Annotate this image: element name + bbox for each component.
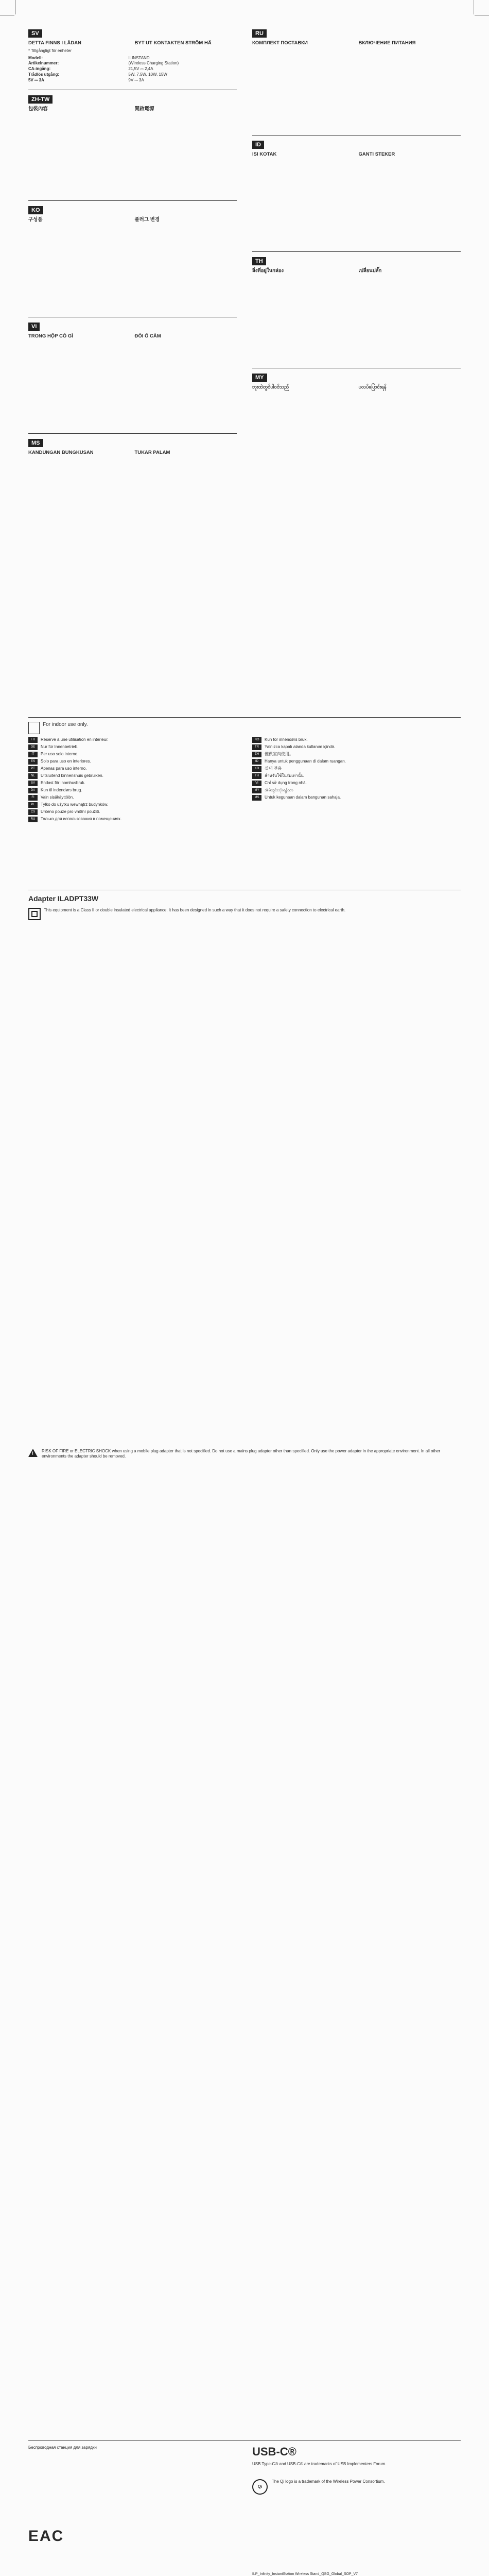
crop-mark xyxy=(475,15,489,16)
lang-block-th xyxy=(252,256,461,275)
indoor-text: Untuk kegunaan dalam bangunan sahaja. xyxy=(265,795,341,800)
indoor-use-section xyxy=(28,711,461,824)
section-heading: ဘူးထဲတွင်ပါဝင်သည် xyxy=(252,384,289,390)
spec-value: 9V ⎓ 3A xyxy=(128,77,144,82)
right-column xyxy=(252,28,461,392)
lang-flag-icon: CS xyxy=(28,809,38,815)
indoor-text: Solo para uso en interiores. xyxy=(41,759,91,764)
indoor-text: Chỉ sử dụng trong nhà. xyxy=(265,781,307,785)
lang-flag-icon: FI xyxy=(28,795,38,801)
section-heading: TUKAR PALAM xyxy=(134,450,170,456)
lang-block-ms xyxy=(28,438,237,457)
section-heading: КОМПЛЕКТ ПОСТАВКИ xyxy=(252,40,308,46)
indoor-text: Yalnızca kapalı alanda kullanım içindir. xyxy=(265,744,335,749)
lang-flag-icon: ZH xyxy=(252,752,261,757)
adapter-section xyxy=(28,884,461,1461)
indoor-text: အိမ်တွင်းသုံးရန်သာ xyxy=(265,788,293,792)
lang-block-vi xyxy=(28,321,237,341)
indoor-text: Kun for innendørs bruk. xyxy=(265,737,308,742)
adapter-translations-space xyxy=(28,922,461,1447)
lang-flag-icon: NO xyxy=(252,737,261,743)
lang-flag-icon: TH xyxy=(252,773,261,779)
section-heading: KANDUNGAN BUNGKUSAN xyxy=(28,450,94,456)
class-ii-icon xyxy=(28,908,41,920)
lang-block-sv xyxy=(28,28,237,83)
lang-tag: TH xyxy=(252,257,266,265)
lang-flag-icon: MS xyxy=(252,795,261,801)
indoor-text: Tylko do użytku wewnątrz budynków. xyxy=(41,802,109,807)
section-heading: 구성품 xyxy=(28,217,43,223)
lang-block-id xyxy=(252,140,461,159)
indoor-label: For indoor use only. xyxy=(43,722,88,727)
spec-value: 5W, 7,5W, 10W, 15W xyxy=(128,72,167,77)
section-heading: DETTA FINNS I LÅDAN xyxy=(28,40,81,46)
spec-key: Artikelnummer: xyxy=(28,61,59,66)
usb-text: USB Type-C® and USB-C® are trademarks of USB Implementers Forum. xyxy=(252,2462,387,2466)
lang-flag-icon: DA xyxy=(28,788,38,793)
lang-flag-icon: KO xyxy=(252,766,261,772)
manual-sheet xyxy=(28,28,461,2576)
lang-block-my xyxy=(252,372,461,392)
indoor-text: 僅供室內使用。 xyxy=(265,752,293,756)
indoor-text: Nur für Innenbetrieb. xyxy=(41,744,79,749)
spec-key: CA-ingång: xyxy=(28,66,51,72)
lang-flag-icon: FR xyxy=(28,737,38,743)
qi-text: The Qi logo is a trademark of the Wireless Power Consortium. xyxy=(272,2479,385,2484)
indoor-text: Uitsluitend binnenshuis gebruiken. xyxy=(41,773,103,778)
spec-table xyxy=(28,56,237,83)
lang-tag: MS xyxy=(28,439,43,447)
bottom-block xyxy=(28,2434,461,2576)
section-heading: BYT UT KONTAKTEN STRÖM HÄ xyxy=(134,40,212,46)
indoor-text: Per uso solo interno. xyxy=(41,752,79,756)
indoor-text: Vain sisäkäyttöön. xyxy=(41,795,74,800)
indoor-text: Endast för inomhusbruk. xyxy=(41,781,85,785)
lang-tag: VI xyxy=(28,323,40,331)
section-heading: เปลี่ยนปลั๊ก xyxy=(358,267,382,274)
lang-tag: MY xyxy=(252,374,267,382)
lang-tag: SV xyxy=(28,29,42,38)
crop-mark xyxy=(15,0,16,14)
section-heading: ISI KOTAK xyxy=(252,151,277,157)
lang-flag-icon: RU xyxy=(28,817,38,822)
lang-block-zh xyxy=(28,94,237,113)
section-heading: GANTI STEKER xyxy=(358,151,395,157)
lang-tag: ZH-TW xyxy=(28,95,53,104)
spec-key: Trådlös utgång: xyxy=(28,72,59,77)
adapter-title: Adapter ILADPT33W xyxy=(28,894,99,903)
lang-tag: ID xyxy=(252,141,264,149)
section-heading: 플러그 변경 xyxy=(134,217,160,223)
spec-value: (Wireless Charging Station) xyxy=(128,61,179,66)
indoor-text: Réservé à une utilisation en intérieur. xyxy=(41,737,109,742)
indoor-text: Kun til indendørs brug. xyxy=(41,788,82,792)
lang-flag-icon: SV xyxy=(28,781,38,786)
spec-key: Modell: xyxy=(28,55,43,60)
lang-block-ko xyxy=(28,205,237,224)
indoor-text: Určeno pouze pro vnitřní použití. xyxy=(41,809,100,814)
left-column xyxy=(28,28,237,457)
importer-title: Беспроводная станция для зарядки xyxy=(28,2445,97,2450)
crop-mark xyxy=(0,15,14,16)
section-heading: ВКЛЮЧЕНИЕ ПИТАНИЯ xyxy=(358,40,416,46)
eac-mark: EAC xyxy=(28,2528,64,2545)
section-heading: TRONG HỘP CÓ GÌ xyxy=(28,333,73,340)
section-heading: 包裝內容 xyxy=(28,106,48,112)
qi-logo-icon: Qi xyxy=(252,2479,268,2495)
usb-logo: USB-C® xyxy=(252,2445,296,2458)
note-text: * Tillgångligt för enheter xyxy=(28,48,72,53)
indoor-icon xyxy=(28,722,40,734)
lang-flag-icon: ID xyxy=(252,759,261,765)
indoor-text: 실내 전용 xyxy=(265,766,282,771)
spec-key: 5V ⎓ 3A xyxy=(28,77,44,82)
warning-icon: ! xyxy=(28,1449,38,1457)
indoor-text: Только для использования в помещениях. xyxy=(41,817,122,821)
lang-flag-icon: PL xyxy=(28,802,38,808)
lang-flag-icon: DE xyxy=(28,744,38,750)
indoor-text: Apenas para uso interno. xyxy=(41,766,87,771)
ref-code: ILP_Infinity_InstantStation Wireless Stand_QSG_Global_SOP_V7 xyxy=(252,2572,358,2576)
fire-warning-text: RISK OF FIRE or ELECTRIC SHOCK when using a mobile plug adapter that is not specified. Do not use a mains plug adapter other than specified. Only use the power adapter in the appropriate environment. In all other environments the adapter should be removed. xyxy=(42,1449,441,1459)
indoor-text: Hanya untuk penggunaan di dalam ruangan. xyxy=(265,759,346,764)
lang-flag-icon: TR xyxy=(252,744,261,750)
spec-value: 21,5V ⎓ 2,4A xyxy=(128,66,153,72)
lang-flag-icon: ES xyxy=(28,759,38,765)
section-heading: ĐỔI Ổ CẮM xyxy=(134,333,161,340)
lang-flag-icon: MY xyxy=(252,788,261,793)
spec-value: ILINSTAND xyxy=(128,55,150,60)
lang-tag: RU xyxy=(252,29,267,38)
lang-tag: KO xyxy=(28,206,43,214)
section-heading: สิ่งที่อยู่ในกล่อง xyxy=(252,267,284,274)
indoor-text: สำหรับใช้ในร่มเท่านั้น xyxy=(265,773,304,778)
lang-flag-icon: VI xyxy=(252,781,261,786)
section-heading: ပလပ်ပြောင်းရန် xyxy=(358,384,387,390)
lang-flag-icon: NL xyxy=(28,773,38,779)
section-heading: 開啟電源 xyxy=(134,106,154,112)
lang-flag-icon: IT xyxy=(28,752,38,757)
lang-block-ru xyxy=(252,28,461,47)
class-ii-text: This equipment is a Class II or double insulated electrical appliance. It has been designed in such a way that it does not require a safety connection to electrical earth. xyxy=(44,908,346,912)
lang-flag-icon: PT xyxy=(28,766,38,772)
